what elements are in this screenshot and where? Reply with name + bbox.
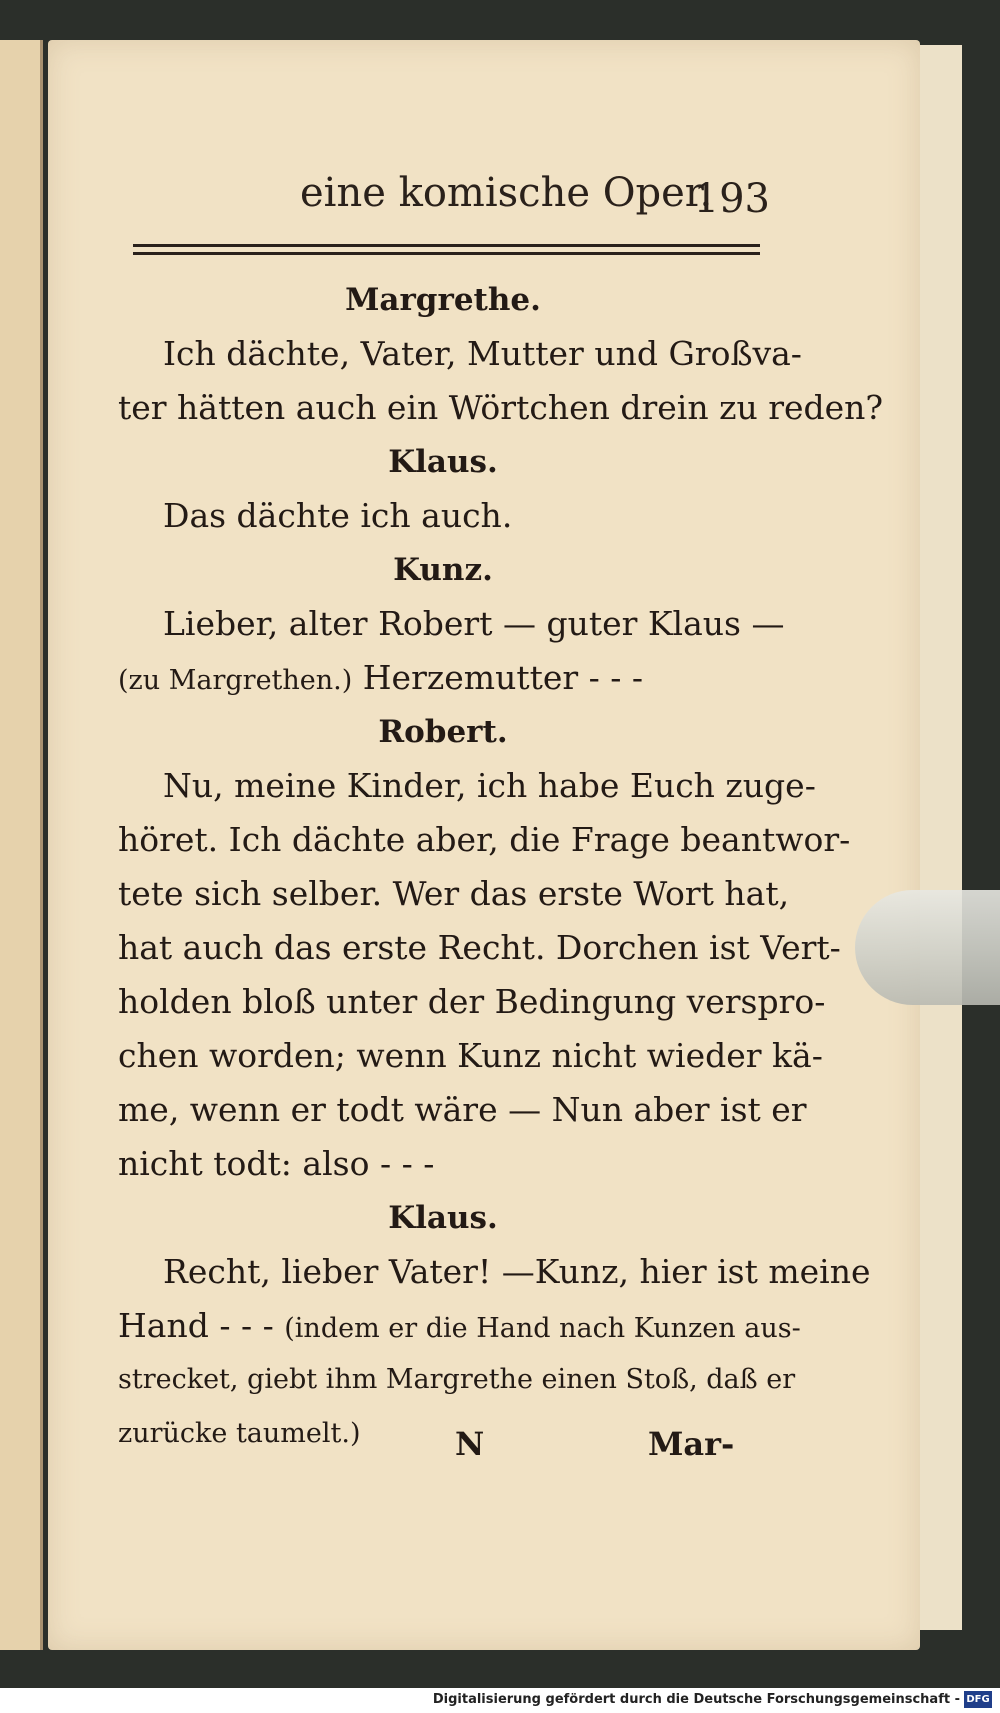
stage-direction: (indem er die Hand nach Kunzen aus- — [284, 1313, 801, 1344]
facing-page-edge — [0, 40, 43, 1650]
page-clip — [855, 890, 1000, 1005]
signature-mark: N — [455, 1425, 485, 1463]
text-line — [118, 1299, 801, 1353]
text-line: hat auch das erste Recht. Dorchen ist Vert- — [118, 928, 841, 967]
text-line: tete sich selber. Wer das erste Wort hat, — [118, 874, 790, 913]
text-line: höret. Ich dächte aber, die Frage beantwor- — [118, 820, 851, 859]
speaker-name: Kunz. — [393, 552, 493, 588]
stage-direction: strecket, giebt ihm Margrethe einen Stoß, daß er — [118, 1364, 796, 1395]
text-line: chen worden; wenn Kunz nicht wieder kä- — [118, 1036, 823, 1075]
running-head — [300, 170, 770, 230]
running-title: eine komische Oper. — [300, 170, 713, 216]
stage-direction: (zu Margrethen.) — [118, 665, 353, 696]
text-line — [118, 651, 768, 705]
catchword: Mar- — [648, 1425, 735, 1463]
stage-direction: zurücke taumelt.) — [118, 1418, 361, 1449]
speaker-name: Klaus. — [388, 444, 498, 480]
header-rule-bottom — [133, 252, 760, 255]
text-line: me, wenn er todt wäre — Nun aber ist er — [118, 1090, 807, 1129]
text-line: Ich dächte, Vater, Mutter und Großva- — [163, 334, 802, 373]
text-line: Das dächte ich auch. — [163, 496, 513, 535]
speaker-name: Robert. — [378, 714, 508, 750]
play-text — [118, 273, 884, 1461]
header-rule-top — [133, 244, 760, 247]
credit-bar — [0, 1688, 1000, 1713]
text-line: Nu, meine Kinder, ich habe Euch zuge- — [163, 766, 816, 805]
dialogue-text: Hand - - - — [118, 1306, 274, 1345]
page-number: 193 — [693, 176, 770, 222]
dialogue-text: Herzemutter - - - — [362, 658, 644, 697]
speaker-name: Klaus. — [388, 1200, 498, 1236]
text-line: ter hätten auch ein Wörtchen drein zu reden? — [118, 388, 884, 427]
text-line: holden bloß unter der Bedingung verspro- — [118, 982, 826, 1021]
text-line: Recht, lieber Vater! —Kunz, hier ist meine — [163, 1252, 871, 1291]
speaker-name: Margrethe. — [345, 282, 541, 318]
text-line: nicht todt: also - - - — [118, 1144, 435, 1183]
credit-text: Digitalisierung gefördert durch die Deutsche Forschungsgemeinschaft - — [432, 1692, 960, 1707]
text-line: Lieber, alter Robert — guter Klaus — — [163, 604, 785, 643]
dfg-logo-icon: DFG — [964, 1691, 992, 1708]
